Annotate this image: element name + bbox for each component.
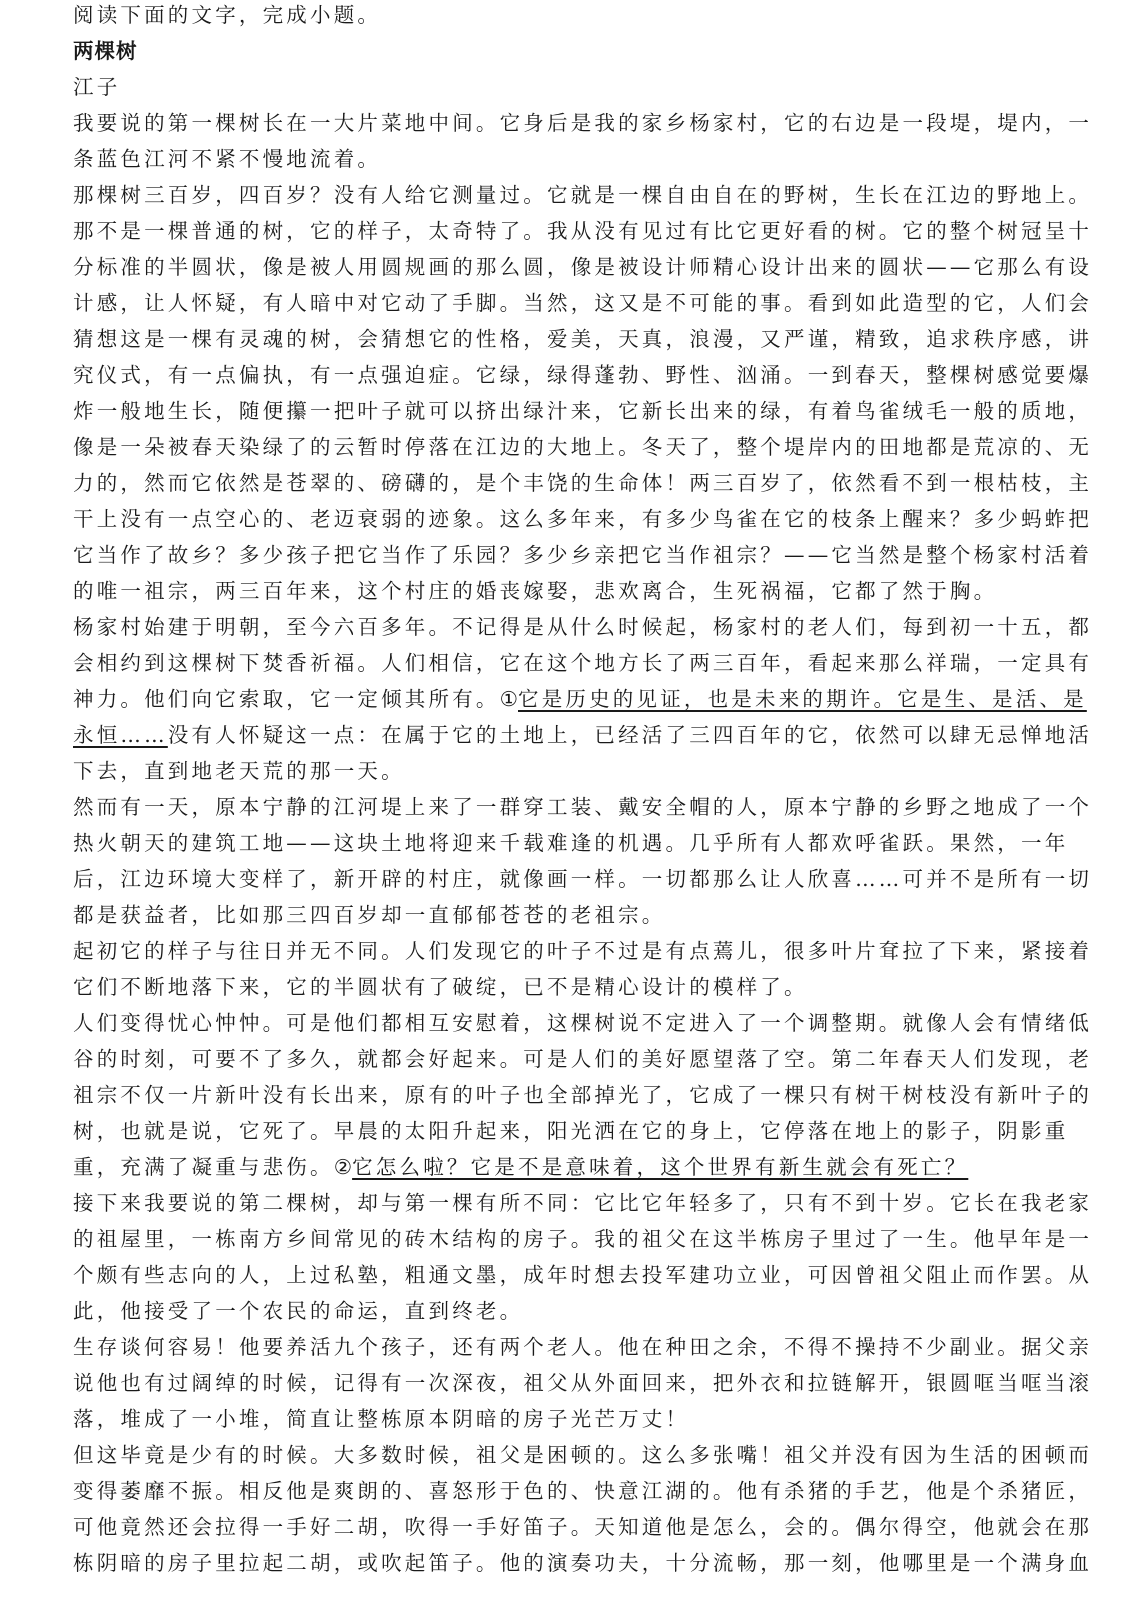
line-text: 它当作了故乡？多少孩子把它当作了乐园？多少乡亲把它当作祖宗？——它当然是整个杨家村活着 <box>73 543 1093 567</box>
line-text: 力的，然而它依然是苍翠的、磅礴的，是个丰饶的生命体！两三百岁了，依然看不到一根枯枝，主 <box>73 471 1093 495</box>
instruction-text: 阅读下面的文字，完成小题。 <box>73 3 382 27</box>
line-text: 热火朝天的建筑工地——这块土地将迎来千载难逢的机遇。几乎所有人都欢呼雀跃。果然，一年 <box>73 831 1069 855</box>
line-text: 生存谈何容易！他要养活九个孩子，还有两个老人。他在种田之余，不得不操持不少副业。据父亲 <box>73 1335 1093 1359</box>
text-line <box>73 1365 1093 1401</box>
text-line <box>73 1221 1093 1257</box>
text-line <box>73 1437 1093 1473</box>
line-text: 炸一般地生长，随便攥一把叶子就可以挤出绿汁来，它新长出来的绿，有着鸟雀绒毛一般的质地， <box>73 399 1093 423</box>
text-line <box>73 1185 1093 1221</box>
line-text: 那棵树三百岁，四百岁？没有人给它测量过。它就是一棵自由自在的野树，生长在江边的野地上。 <box>73 183 1093 207</box>
line-text: 谷的时刻，可要不了多久，就都会好起来。可是人们的美好愿望落了空。第二年春天人们发现，老 <box>73 1047 1093 1071</box>
line-text: 可他竟然还会拉得一手好二胡，吹得一手好笛子。天知道他是怎么，会的。偶尔得空，他就会在那 <box>73 1515 1093 1539</box>
text-line <box>73 357 1093 393</box>
line-text: 猜想这是一棵有灵魂的树，会猜想它的性格，爱美，天真，浪漫，又严谨，精致，追求秩序感，讲 <box>73 327 1093 351</box>
text-line <box>73 753 1063 789</box>
line-text: 它们不断地落下来，它的半圆状有了破绽，已不是精心设计的模样了。 <box>73 975 808 999</box>
text-line <box>73 1113 1069 1149</box>
line-text: 此，他接受了一个农民的命运，直到终老。 <box>73 1299 524 1323</box>
line-text: 然而有一天，原本宁静的江河堤上来了一群穿工装、戴安全帽的人，原本宁静的乡野之地成了一个 <box>73 795 1093 819</box>
text-line <box>73 321 1093 357</box>
text-line <box>73 1005 1093 1041</box>
line-text: 重，充满了凝重与悲伤。 <box>73 1155 334 1179</box>
line-text: 但这毕竟是少有的时候。大多数时候，祖父是困顿的。这么多张嘴！祖父并没有因为生活的困顿而 <box>73 1443 1093 1467</box>
line-text: 变得萎靡不振。相反他是爽朗的、喜怒形于色的、快意江湖的。他有杀猪的手艺，他是个杀猪匠， <box>73 1479 1093 1503</box>
text-line <box>73 285 1093 321</box>
line-text: 栋阴暗的房子里拉起二胡，或吹起笛子。他的演奏功夫，十分流畅，那一刻，他哪里是一个满身血 <box>73 1551 1093 1575</box>
text-line <box>73 969 1063 1005</box>
line-text: 会相约到这棵树下焚香祈福。人们相信，它在这个地方长了两三百年，看起来那么祥瑞，一定具有 <box>73 651 1093 675</box>
line-text: 树，也就是说，它死了。早晨的太阳升起来，阳光洒在它的身上，它停落在地上的影子，阴影重 <box>73 1119 1069 1143</box>
underlined-sentence: 它是历史的见证，也是未来的期许。它是生、是活、是 <box>518 687 1087 711</box>
text-line <box>73 1041 1093 1077</box>
text-line <box>73 861 1093 897</box>
line-text: 的唯一祖宗，两三百年来，这个村庄的婚丧嫁娶，悲欢离合，生死祸福，它都了然于胸。 <box>73 579 998 603</box>
line-text: 后，江边环境大变样了，新开辟的村庄，就像画一样。一切都那么让人欣喜……可并不是所有一切 <box>73 867 1093 891</box>
line-text: 神力。他们向它索取，它一定倾其所有。 <box>73 687 500 711</box>
line-text: 下去，直到地老天荒的那一天。 <box>73 759 405 783</box>
text-line <box>73 645 1093 681</box>
text-line <box>73 1257 1093 1293</box>
text-line <box>73 1329 1093 1365</box>
article-title: 两棵树 <box>73 39 138 63</box>
text-line <box>73 249 1093 285</box>
text-line <box>73 1509 1093 1545</box>
text-line <box>73 501 1093 537</box>
text-line <box>73 573 1063 609</box>
line-text: 的祖屋里，一栋南方乡间常见的砖木结构的房子。我的祖父在这半栋房子里过了一生。他早年是一 <box>73 1227 1093 1251</box>
line-text: 都是获益者，比如那三四百岁却一直郁郁苍苍的老祖宗。 <box>73 903 666 927</box>
sentence-marker: ② <box>333 1155 353 1179</box>
text-line <box>73 609 1093 645</box>
line-text: 接下来我要说的第二棵树，却与第一棵有所不同：它比它年轻多了，只有不到十岁。它长在我老家 <box>73 1191 1093 1215</box>
text-line <box>73 393 1093 429</box>
text-line <box>73 465 1093 501</box>
underlined-sentence: 它怎么啦？它是不是意味着，这个世界有新生就会有死亡？ <box>352 1155 969 1179</box>
text-line <box>73 105 1093 141</box>
line-text: 条蓝色江河不紧不慢地流着。 <box>73 147 382 171</box>
line-text: 像是一朵被春天染绿了的云暂时停落在江边的大地上。冬天了，整个堤岸内的田地都是荒凉的、无 <box>73 435 1093 459</box>
text-line <box>73 213 1093 249</box>
line-text: 说他也有过阔绰的时候，记得有一次深夜，祖父从外面回来，把外衣和拉链解开，银圆哐当哐当滚 <box>73 1371 1093 1395</box>
line-text: 究仪式，有一点偏执，有一点强迫症。它绿，绿得蓬勃、野性、汹涌。一到春天，整棵树感觉要爆 <box>73 363 1093 387</box>
text-line <box>73 1545 1093 1581</box>
line-text: 分标准的半圆状，像是被人用圆规画的那么圆，像是被设计师精心设计出来的圆状——它那么有设 <box>73 255 1093 279</box>
text-line <box>73 789 1093 825</box>
text-line <box>73 141 1063 177</box>
text-line <box>73 933 1093 969</box>
text-line <box>73 897 1063 933</box>
article-body <box>73 105 1093 1581</box>
line-text: 杨家村始建于明朝，至今六百多年。不记得是从什么时候起，杨家村的老人们，每到初一十五，都 <box>73 615 1093 639</box>
text-line <box>73 825 1069 861</box>
line-text: 那不是一棵普通的树，它的样子，太奇特了。我从没有见过有比它更好看的树。它的整个树冠呈十 <box>73 219 1093 243</box>
text-line <box>73 177 1093 213</box>
text-line <box>73 1293 1063 1329</box>
line-text: 祖宗不仅一片新叶没有长出来，原有的叶子也全部掉光了，它成了一棵只有树干树枝没有新叶子的 <box>73 1083 1093 1107</box>
text-line <box>73 1401 1063 1437</box>
sentence-marker: ① <box>499 687 518 711</box>
text-line <box>73 429 1093 465</box>
underlined-sentence: 永恒…… <box>73 723 168 747</box>
article-author: 江子 <box>73 75 121 99</box>
line-text: 我要说的第一棵树长在一大片菜地中间。它身后是我的家乡杨家村，它的右边是一段堤，堤内，一 <box>73 111 1093 135</box>
line-text: 没有人怀疑这一点：在属于它的土地上，已经活了三四百年的它，依然可以肆无忌惮地活 <box>167 723 1093 747</box>
line-text: 落，堆成了一小堆，简直让整栋原本阴暗的房子光芒万丈！ <box>73 1407 690 1431</box>
line-text: 干上没有一点空心的、老迈衰弱的迹象。这么多年来，有多少鸟雀在它的枝条上醒来？多少蚂蚱把 <box>73 507 1093 531</box>
text-line <box>73 1077 1093 1113</box>
text-line <box>73 537 1093 573</box>
line-text: 个颇有些志向的人，上过私塾，粗通文墨，成年时想去投军建功立业，可因曾祖父阻止而作罢。从 <box>73 1263 1093 1287</box>
line-text: 起初它的样子与往日并无不同。人们发现它的叶子不过是有点蔫儿，很多叶片耷拉了下来，紧接着 <box>73 939 1093 963</box>
line-text: 人们变得忧心忡忡。可是他们都相互安慰着，这棵树说不定进入了一个调整期。就像人会有情绪低 <box>73 1011 1093 1035</box>
text-line <box>73 1473 1093 1509</box>
text-line <box>73 681 1087 717</box>
document-page <box>73 0 1093 1581</box>
text-line <box>73 1149 1063 1185</box>
text-line <box>73 717 1093 753</box>
line-text: 计感，让人怀疑，有人暗中对它动了手脚。当然，这又是不可能的事。看到如此造型的它，人们会 <box>73 291 1093 315</box>
